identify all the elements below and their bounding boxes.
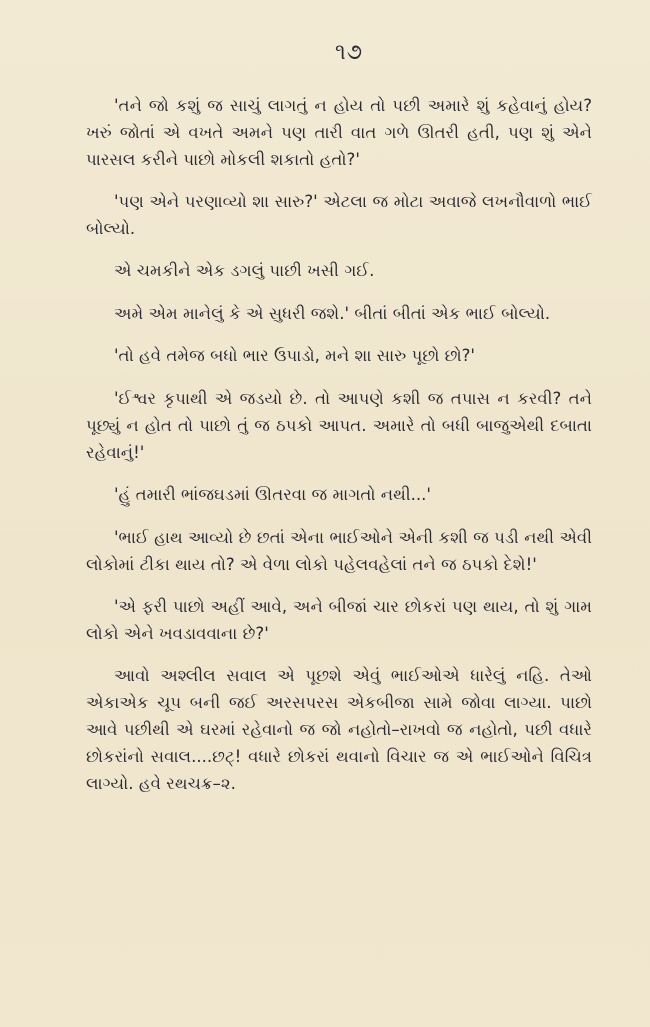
paragraph-9: 'એ ફરી પાછો અહીં આવે, અને બીજાં ચાર છોકરાં પણ થાય, તો શું ગામ લોકો એને ખવડાવવાના છે?' (86, 597, 592, 643)
paragraph-3: એ ચમકીને એક ડગલું પાછી ખસી ગઈ. (114, 261, 375, 280)
page-number: ૧૭ (334, 40, 364, 65)
paragraph-5: 'તો હવે તમેજ બધો ભાર ઉપાડો, મને શા સારુ પૂછો છો?' (114, 346, 475, 365)
paragraph-2: 'પણ એને પરણાવ્યો શા સારુ?' એટલા જ મોટા અવાજે લખનૌવાળો ભાઈ બોલ્યો. (86, 192, 592, 238)
paragraph-8: 'ભાઈ હાથ આવ્યો છે છતાં એના ભાઈઓને એની કશી જ પડી નથી એવી લોકોમાં ટીકા થાય તો? એ વેળા લોકો પહેલવહેલાં તને જ ઠપકો દેશે!' (86, 528, 592, 574)
paragraph-7: 'હું તમારી ભાંજઘડમાં ઊતરવા જ માગતો નથી...' (114, 485, 431, 504)
paragraph-6: 'ઈશ્વર કૃપાથી એ જડયો છે. તો આપણે કશી જ તપાસ ન કરવી? તને પૂછ્યું ન હોત તો પાછો તું જ ઠપકો આપત. અમારે તો બધી બાજુએથી દબાતા રહેવાનું!' (86, 389, 592, 462)
paragraph-1: 'તને જો કશું જ સાચું લાગતું ન હોય તો પછી અમારે શું કહેવાનું હોય? ખરું જોતાં એ વખતે અમને પણ તારી વાત ગળે ઊતરી હતી, પણ શું એને પારસલ કરીને પાછો મોકલી શકાતો હતો?' (86, 96, 592, 169)
paragraph-4: અમે એમ માનેલું કે એ સુધરી જશે.' બીતાં બીતાં એક ભાઈ બોલ્યો. (114, 304, 551, 323)
body-text (86, 92, 592, 797)
paragraph-10: આવો અશ્લીલ સવાલ એ પૂછશે એવું ભાઈઓએ ધારેલું નહિ. તેઓ એકાએક ચૂપ બની જઈ અરસપરસ એકબીજા સામે જોવા લાગ્યા. પાછો આવે પછીથી એ ઘરમાં રહેવાનો જ જો નહોતો–રાખવો જ નહોતો, પછી વધારે છોકરાંનો સવાલ....છટ્! વધારે છોકરાં થવાનો વિચાર જ એ ભાઈઓને વિચિત્ર લાગ્યો. હવે રથચક્ર–૨. (86, 666, 592, 793)
